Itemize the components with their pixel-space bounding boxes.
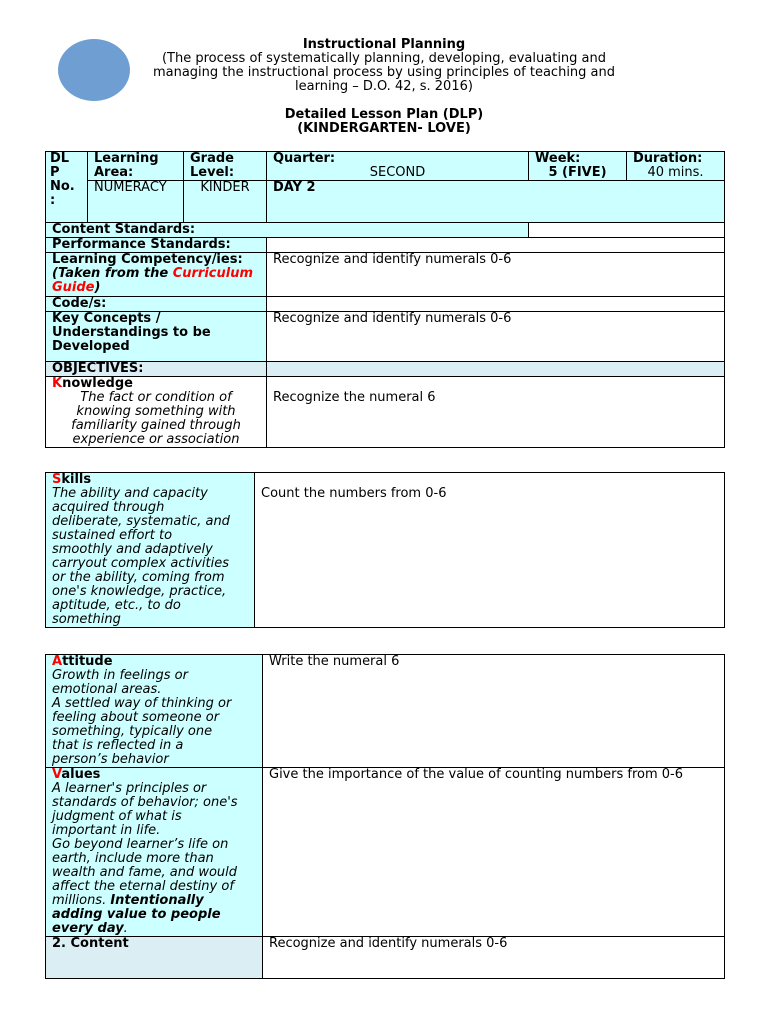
grade-level-label: Grade Level: [184,152,267,181]
learning-area-label: Learning Area: [88,152,184,181]
duration-value: 40 mins. [647,165,704,180]
skills-table [45,472,725,628]
dlp-title: Detailed Lesson Plan (DLP) [284,107,484,122]
grade-level-value: KINDER [184,181,267,223]
attitude-value: Write the numeral 6 [263,655,725,768]
values-label-cell: Values A learner's principles or standards of behavior; one's judgment of what is important in life. Go beyond learner’s life on earth, include more than wealth and fame, and would affect the eternal destiny of millions. Intentionally adding value to people every day. [46,768,263,937]
attitude-values-table [45,654,725,979]
objectives-label: OBJECTIVES: [46,362,267,377]
learning-competency-value: Recognize and identify numerals 0-6 [267,253,725,297]
attitude-label-cell: Attitude Growth in feelings or emotional areas. A settled way of thinking or feeling about someone or something, typically one that is reflected in a person’s behavior [46,655,263,768]
skills-label-cell: Skills The ability and capacity acquired through deliberate, systematic, and sustained effort to smoothly and adaptively carryout complex activities or the ability, coming from one's knowledge, practice, aptitude, etc., to do something [46,473,255,628]
codes-value [267,297,725,312]
duration-cell [627,152,725,181]
dlp-number-label-cell: DL P No. : [46,152,88,223]
header-description-line2: managing the instructional process by using principles of teaching and [152,65,616,80]
header-description-line1: (The process of systematically planning, developing, evaluating and [161,51,607,66]
knowledge-value: Recognize the numeral 6 [267,377,725,448]
week-cell [529,152,627,181]
quarter-cell [267,152,529,181]
content-label: 2. Content [46,937,263,979]
duration-label: Duration: [633,151,703,166]
objectives-value [267,362,725,377]
quarter-label: Quarter: [273,151,336,166]
lesson-info-table [45,151,725,448]
skills-value: Count the numbers from 0-6 [255,473,725,628]
dlp-subtitle: (KINDERGARTEN- LOVE) [297,121,471,136]
learning-area-value: NUMERACY [88,181,184,223]
key-concepts-label: Key Concepts / Understandings to be Developed [46,312,267,362]
content-standards-value [529,223,725,238]
header-description-line3: learning – D.O. 42, s. 2016) [295,79,473,94]
learning-competency-label: Learning Competency/ies: (Taken from the Curriculum Guide) [46,253,267,297]
week-value: 5 (FIVE) [548,165,607,180]
quarter-value: SECOND [369,165,426,180]
codes-label: Code/s: [46,297,267,312]
week-label: Week: [535,151,581,166]
performance-standards-value [267,238,725,253]
performance-standards-label: Performance Standards: [46,238,267,253]
page-title: Instructional Planning [302,37,466,52]
content-standards-label: Content Standards: [46,223,529,238]
values-value: Give the importance of the value of counting numbers from 0-6 [263,768,725,937]
key-concepts-value: Recognize and identify numerals 0-6 [267,312,725,362]
content-value: Recognize and identify numerals 0-6 [263,937,725,979]
knowledge-label-cell: Knowledge The fact or condition of knowing something with familiarity gained through experience or association [46,377,267,448]
day-value: DAY 2 [267,181,725,223]
